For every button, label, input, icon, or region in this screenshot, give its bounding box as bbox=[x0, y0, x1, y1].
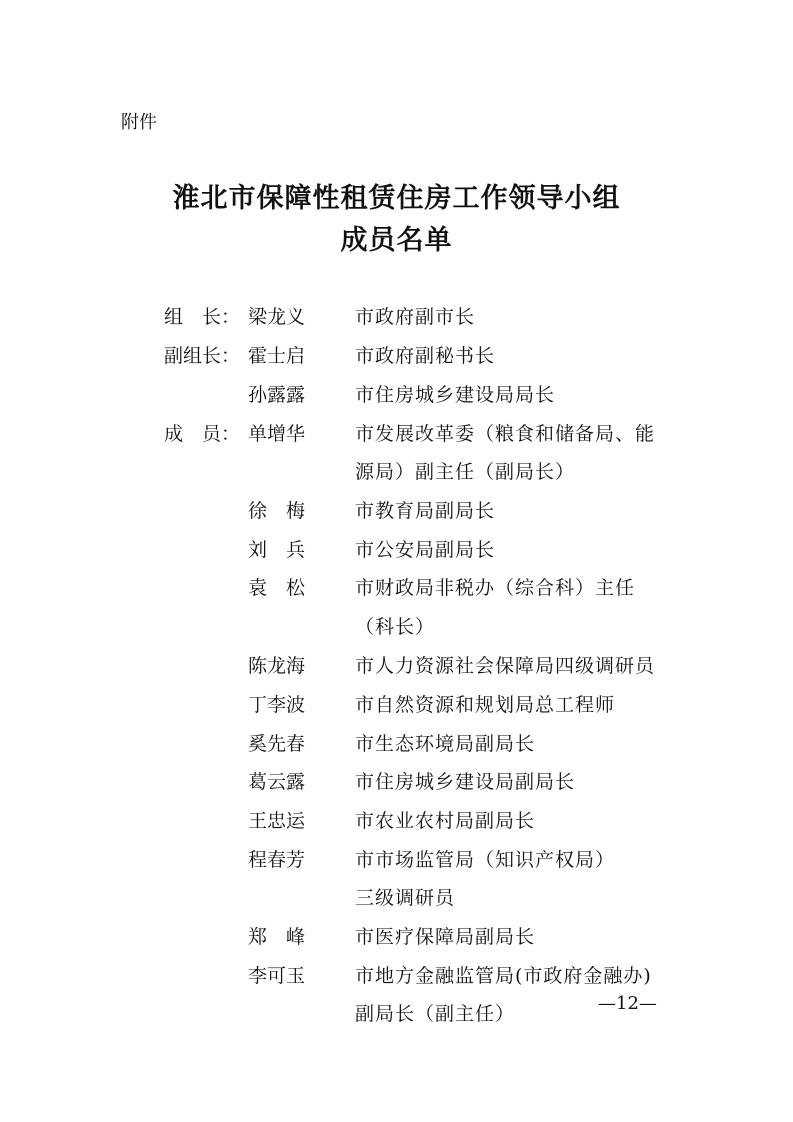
member-position: 市农业农村局副局长 bbox=[355, 810, 536, 832]
member-name: 霍士启 bbox=[248, 345, 306, 367]
member-row bbox=[0, 457, 793, 487]
member-name: 刘 兵 bbox=[248, 539, 306, 561]
member-position: 源局）副主任（副局长） bbox=[355, 461, 576, 483]
member-name: 奚先春 bbox=[248, 733, 306, 755]
member-row bbox=[0, 922, 793, 952]
member-name: 郑 峰 bbox=[248, 926, 306, 948]
member-position: 三级调研员 bbox=[355, 887, 456, 909]
member-row bbox=[0, 806, 793, 836]
member-position: （科长） bbox=[355, 616, 436, 638]
member-row bbox=[0, 845, 793, 875]
member-row bbox=[0, 612, 793, 642]
member-role: 副组长： bbox=[164, 345, 241, 367]
member-position: 市生态环境局副局长 bbox=[355, 733, 536, 755]
attachment-label: 附件 bbox=[121, 112, 157, 133]
page-number: —12— bbox=[598, 993, 657, 1014]
document-subtitle: 成员名单 bbox=[340, 225, 453, 256]
member-position: 市政府副秘书长 bbox=[355, 345, 496, 367]
member-row bbox=[0, 961, 793, 991]
member-role: 组 长： bbox=[164, 306, 241, 328]
member-name: 陈龙海 bbox=[248, 655, 306, 677]
member-position: 市医疗保障局副局长 bbox=[355, 926, 536, 948]
document-title: 淮北市保障性租赁住房工作领导小组 bbox=[172, 183, 621, 214]
member-name: 王忠运 bbox=[248, 810, 306, 832]
member-row bbox=[0, 767, 793, 797]
member-row bbox=[0, 341, 793, 371]
member-row bbox=[0, 573, 793, 603]
member-row bbox=[0, 302, 793, 332]
member-position: 市教育局副局长 bbox=[355, 500, 496, 522]
member-row bbox=[0, 729, 793, 759]
member-row bbox=[0, 496, 793, 526]
member-position: 市地方金融监管局(市政府金融办) bbox=[355, 965, 652, 987]
member-name: 单增华 bbox=[248, 423, 306, 445]
member-name: 梁龙义 bbox=[248, 306, 306, 328]
member-position: 市住房城乡建设局副局长 bbox=[355, 771, 576, 793]
member-row bbox=[0, 690, 793, 720]
member-row bbox=[0, 380, 793, 410]
member-row bbox=[0, 419, 793, 449]
member-row bbox=[0, 651, 793, 681]
member-name: 丁李波 bbox=[248, 694, 306, 716]
member-position: 市住房城乡建设局局长 bbox=[355, 384, 556, 406]
member-position: 市公安局副局长 bbox=[355, 539, 496, 561]
member-role: 成 员： bbox=[164, 423, 241, 445]
member-name: 程春芳 bbox=[248, 849, 306, 871]
member-position: 市人力资源社会保障局四级调研员 bbox=[355, 655, 656, 677]
member-position: 市财政局非税办（综合科）主任 bbox=[355, 577, 636, 599]
member-position: 市自然资源和规划局总工程师 bbox=[355, 694, 616, 716]
member-row bbox=[0, 999, 793, 1029]
member-name: 李可玉 bbox=[248, 965, 306, 987]
member-position: 市市场监管局（知识产权局） bbox=[355, 849, 616, 871]
member-row bbox=[0, 883, 793, 913]
member-name: 徐 梅 bbox=[248, 500, 306, 522]
member-name: 孙露露 bbox=[248, 384, 306, 406]
member-position: 市政府副市长 bbox=[355, 306, 476, 328]
member-position: 市发展改革委（粮食和储备局、能 bbox=[355, 423, 656, 445]
member-position: 副局长（副主任） bbox=[355, 1003, 516, 1025]
member-row bbox=[0, 535, 793, 565]
member-name: 袁 松 bbox=[248, 577, 306, 599]
member-name: 葛云露 bbox=[248, 771, 306, 793]
